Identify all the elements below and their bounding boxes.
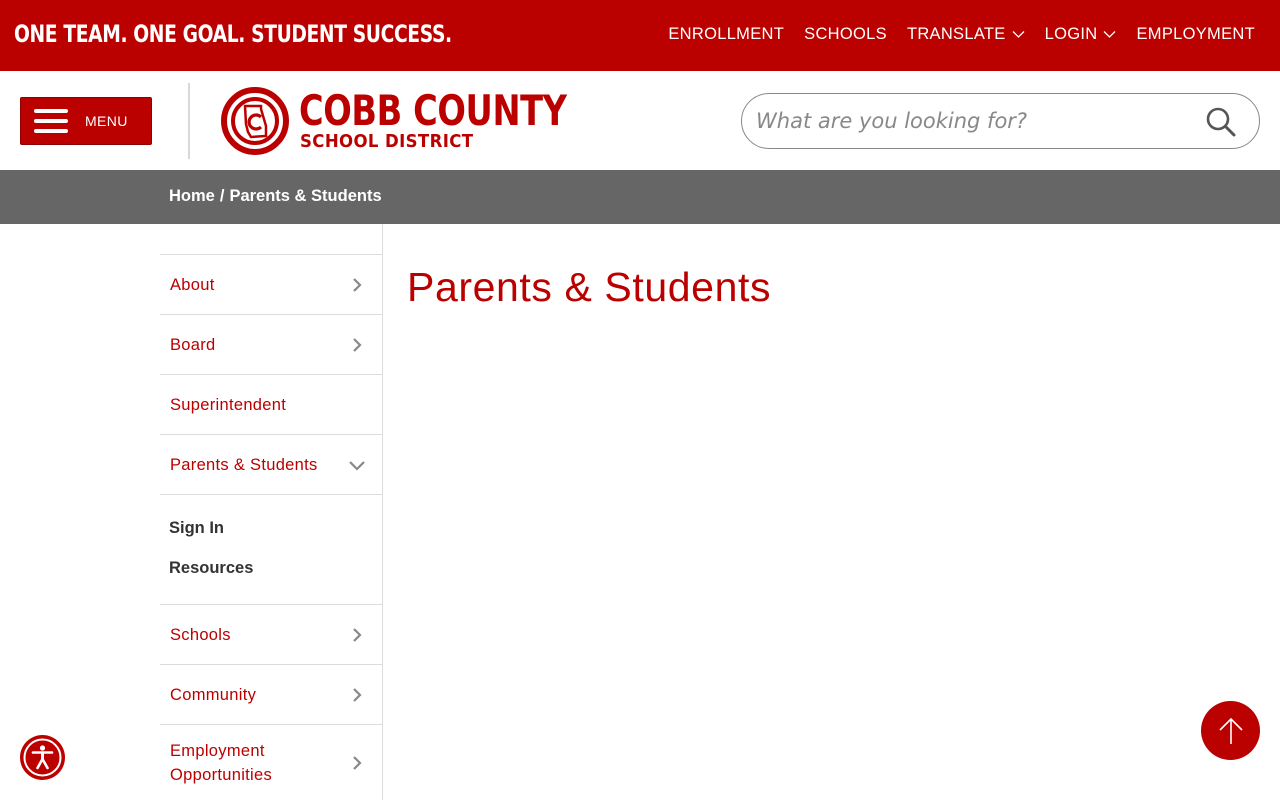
sidebar-item-community[interactable]	[160, 664, 382, 724]
sidebar-item-label: Community	[170, 685, 257, 704]
chevron-down-icon	[1103, 30, 1116, 39]
logo-subtitle: SCHOOL DISTRICT	[300, 131, 474, 152]
sidebar-item-schools[interactable]	[160, 604, 382, 664]
hamburger-icon	[34, 109, 68, 133]
nav-enrollment[interactable]	[668, 25, 784, 44]
sidebar-item-parents-students[interactable]	[160, 434, 382, 494]
sidebar-item-about[interactable]	[160, 254, 382, 314]
sidebar-item-superintendent[interactable]	[160, 374, 382, 434]
district-logo[interactable]	[221, 86, 573, 156]
tagline: ONE TEAM. ONE GOAL. STUDENT SUCCESS.	[14, 20, 452, 48]
sidebar-item-label: Superintendent	[170, 395, 287, 414]
logo-title: COBB COUNTY	[299, 86, 567, 135]
back-to-top-button[interactable]	[1201, 701, 1260, 760]
accessibility-icon	[20, 735, 65, 780]
chevron-right-icon	[350, 337, 364, 353]
nav-translate[interactable]	[907, 25, 1025, 44]
top-nav	[668, 25, 1255, 44]
sidebar-item-label: Board	[170, 335, 216, 354]
nav-employment[interactable]	[1136, 25, 1255, 44]
district-seal-icon	[221, 86, 291, 156]
accessibility-button[interactable]	[20, 735, 65, 780]
nav-schools[interactable]	[804, 25, 887, 44]
chevron-down-icon	[1012, 30, 1025, 39]
top-bar	[0, 0, 1280, 71]
sidebar-subitem-resources[interactable]: Resources	[169, 559, 254, 577]
search-icon[interactable]	[1205, 106, 1237, 138]
sidebar-item-employment-opportunities[interactable]	[160, 724, 382, 800]
page-title: Parents & Students	[407, 264, 772, 310]
nav-enrollment-label: ENROLLMENT	[668, 25, 785, 43]
nav-login[interactable]	[1045, 25, 1117, 44]
chevron-right-icon	[350, 755, 364, 771]
nav-translate-label: TRANSLATE	[906, 25, 1006, 43]
breadcrumb-bar	[0, 170, 1280, 224]
search-box	[741, 93, 1260, 149]
breadcrumb-home[interactable]: Home	[169, 187, 215, 205]
breadcrumb	[169, 187, 382, 206]
nav-employment-label: EMPLOYMENT	[1136, 25, 1255, 43]
sidebar-nav	[160, 224, 383, 800]
site-header	[0, 71, 1280, 170]
sidebar-item-label: Parents & Students	[170, 455, 318, 474]
header-divider	[188, 83, 190, 159]
chevron-down-icon	[348, 457, 366, 473]
sidebar-item-board[interactable]	[160, 314, 382, 374]
sidebar-item-label: Schools	[170, 625, 231, 644]
sidebar-item-label: Employment Opportunities	[170, 741, 273, 784]
chevron-right-icon	[350, 687, 364, 703]
breadcrumb-current: Parents & Students	[229, 187, 382, 205]
breadcrumb-separator: /	[219, 187, 225, 205]
menu-button[interactable]	[20, 97, 152, 145]
chevron-right-icon	[350, 627, 364, 643]
menu-label: MENU	[85, 113, 128, 129]
sidebar-item-label: About	[170, 275, 215, 294]
chevron-right-icon	[350, 277, 364, 293]
nav-schools-label: SCHOOLS	[804, 25, 887, 43]
search-input[interactable]	[756, 109, 1196, 133]
sidebar-subnav	[160, 494, 382, 604]
sidebar-subitem-sign-in[interactable]: Sign In	[169, 519, 224, 537]
arrow-up-icon	[1217, 716, 1245, 746]
nav-login-label: LOGIN	[1044, 25, 1098, 43]
